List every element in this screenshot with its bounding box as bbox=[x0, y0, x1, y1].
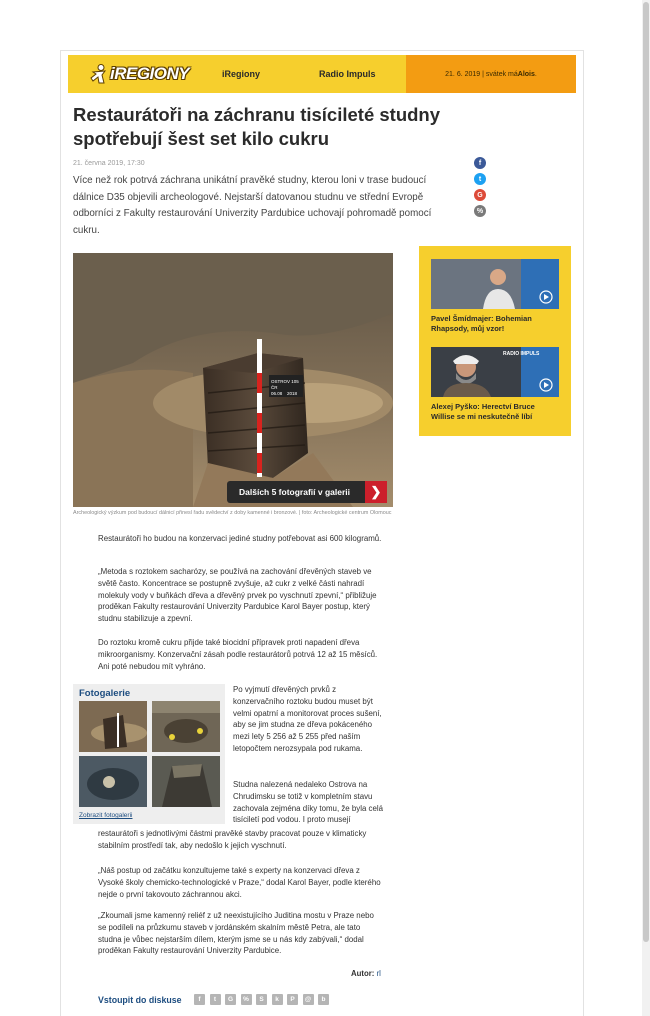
sidebar-item[interactable] bbox=[431, 259, 559, 334]
fotogalerie-link[interactable]: Zobrazit fotogalerii bbox=[79, 812, 133, 819]
kiwi-share-icon[interactable]: k bbox=[272, 994, 283, 1005]
scrollbar[interactable] bbox=[642, 0, 650, 1016]
article-paragraph: Do roztoku kromě cukru přijde také biocidní přípravek proti napadení dřeva mikroorganismy. Konzervační zásah podle restaurátorů potrvá 12 až 15 měsíců. Ani poté nebudou mít vyhráno. bbox=[98, 638, 378, 671]
google-plus-icon[interactable]: G bbox=[474, 189, 486, 201]
print-share-icon[interactable]: P bbox=[287, 994, 298, 1005]
photo-sign-line3: 06.08 bbox=[271, 391, 283, 396]
share-buttons bbox=[474, 157, 488, 221]
gallery-button[interactable] bbox=[227, 481, 387, 503]
photo-sign-line4: 2018 bbox=[287, 391, 298, 396]
article-title: Restaurátoři na záchranu tisícileté studny spotřebují šest set kilo cukru bbox=[73, 104, 441, 149]
nav-link-iregiony[interactable]: iRegiony bbox=[222, 69, 261, 79]
author-name[interactable]: rl bbox=[376, 969, 381, 978]
link-icon[interactable]: % bbox=[474, 205, 486, 217]
article-paragraph-continued: restaurátoři s jednotlivými částmi pravěké stavby pracovat pouze v klimaticky stabilním prostředí tak, aby nedošlo k jejich vyschnutí. bbox=[98, 829, 367, 850]
gallery-thumb[interactable] bbox=[79, 756, 147, 807]
fotogalerie-box bbox=[73, 684, 225, 824]
gallery-thumb[interactable] bbox=[152, 701, 220, 752]
article-paragraph: „Zkoumali jsme kamenný reliéf z už neexistujícího Juditina mostu v Praze nebo se podíleli na průzkumu staveb v jordánském skalním městě Petra, ale tato studna je vůbec nejstarším dílem, kterým jsme se u nás kdy zabývali,“ dodal proděkan Fakulty restaurování Univerzity Pardubice. bbox=[98, 911, 374, 956]
nameday: Alois bbox=[517, 70, 535, 78]
page bbox=[60, 50, 584, 1016]
article-paragraph: Studna nalezená nedaleko Ostrova na Chrudimsku se totiž v kompletním stavu zachovala zejména díky tomu, že byla celá tisíciletí pod vodou. I proto musejí bbox=[233, 780, 383, 825]
sidebar-item-title[interactable]: Pavel Šmídmajer: Bohemian Rhapsody, můj vzor! bbox=[431, 314, 532, 333]
photo-sign-line1: OSTROV 105 bbox=[271, 379, 299, 384]
discussion-share-icons bbox=[194, 994, 334, 1005]
scrollbar-thumb[interactable] bbox=[643, 2, 649, 942]
sidebar-thumb-badge: RADIO IMPULS bbox=[503, 351, 540, 357]
photo-caption: Archeologický výzkum pod budoucí dálnicí přinesl řadu svědectví z doby kamenné i bronzové. | foto: Archeologické centrum Olomouc bbox=[73, 510, 392, 516]
gallery-button-label: Dalších 5 fotografií v galerii bbox=[239, 487, 351, 497]
article-paragraph: Restaurátoři ho budou na konzervaci jediné studny potřebovat asi 600 kilogramů. bbox=[98, 534, 382, 543]
sidebar-item-title[interactable]: Alexej Pyško: Herectví Bruce Willise se mi neskutečně líbí bbox=[431, 402, 535, 421]
sidebar-promo bbox=[419, 246, 571, 436]
logo-text: iREGIONY bbox=[110, 64, 190, 83]
sidebar-item[interactable] bbox=[431, 347, 559, 422]
site-header bbox=[68, 55, 576, 93]
twitter-icon[interactable]: t bbox=[474, 173, 486, 185]
facebook-icon[interactable]: f bbox=[474, 157, 486, 169]
article-datetime: 21. června 2019, 17:30 bbox=[73, 160, 145, 167]
twitter-share-icon[interactable]: t bbox=[210, 994, 221, 1005]
fotogalerie-title: Fotogalerie bbox=[79, 688, 131, 699]
article-paragraph: „Metoda s roztokem sacharózy, se používá na zachování dřevěných staveb ve světě často. Koncentrace se postupně zvyšuje, až cukr z velké části nahradí molekuly vody v buňkách dřeva a dřevěný prvek po vyschnutí zpevní,“ přibližuje proděkan Fakulty restaurování Univerzity Pardubice Karol Bayer postup, který studnu stabilizuje a zpevní. bbox=[98, 567, 377, 624]
article-photo[interactable] bbox=[73, 253, 393, 507]
facebook-share-icon[interactable]: f bbox=[194, 994, 205, 1005]
date-period: . bbox=[534, 70, 537, 78]
header-date bbox=[406, 55, 576, 93]
site-logo[interactable] bbox=[90, 63, 189, 85]
gallery-thumb[interactable] bbox=[152, 756, 220, 807]
logo-figure-icon bbox=[90, 64, 108, 84]
article-author bbox=[351, 969, 381, 978]
skype-share-icon[interactable]: S bbox=[256, 994, 267, 1005]
sidebar-thumb[interactable] bbox=[431, 259, 559, 309]
link-share-icon[interactable]: % bbox=[241, 994, 252, 1005]
gallery-thumb[interactable] bbox=[79, 701, 147, 752]
google-share-icon[interactable]: G bbox=[225, 994, 236, 1005]
bookmark-share-icon[interactable]: b bbox=[318, 994, 329, 1005]
sidebar-thumb[interactable] bbox=[431, 347, 559, 397]
author-label: Autor: bbox=[351, 969, 375, 978]
discussion-link[interactable]: Vstoupit do diskuse bbox=[98, 995, 182, 1005]
chevron-right-icon: ❯ bbox=[365, 481, 387, 503]
email-share-icon[interactable]: @ bbox=[303, 994, 314, 1005]
article-lead: Více než rok potrvá záchrana unikátní pravěké studny, kterou loni v trase budoucí dálnice D35 objevili archeologové. Nejstarší datovanou studnu ve střední Evropě odborníci z Fakulty restaurování Univerzity Pardubice uchovají pohromadě pomocí cukru. bbox=[73, 175, 432, 236]
date-text: 21. 6. 2019 | svátek má bbox=[445, 70, 518, 78]
article-paragraph: „Náš postup od začátku konzultujeme také s experty na konzervaci dřeva z Vysoké školy chemicko-technologické v Praze,“ dodal Karol Bayer, podle kterého nejde o první takovouto záchrannou akci. bbox=[98, 866, 381, 899]
nav-link-radio-impuls[interactable]: Radio Impuls bbox=[319, 69, 376, 79]
photo-sign-line2: ČR bbox=[271, 385, 278, 390]
article-paragraph: Po vyjmutí dřevěných prvků z konzervačního roztoku budou muset být velmi opatrní a monitorovat proces sušení, aby se jim studna ze dřeva pokáceného mezi lety 5 256 až 5 255 před naším letopočtem nerozsypala pod rukama. bbox=[233, 685, 382, 753]
